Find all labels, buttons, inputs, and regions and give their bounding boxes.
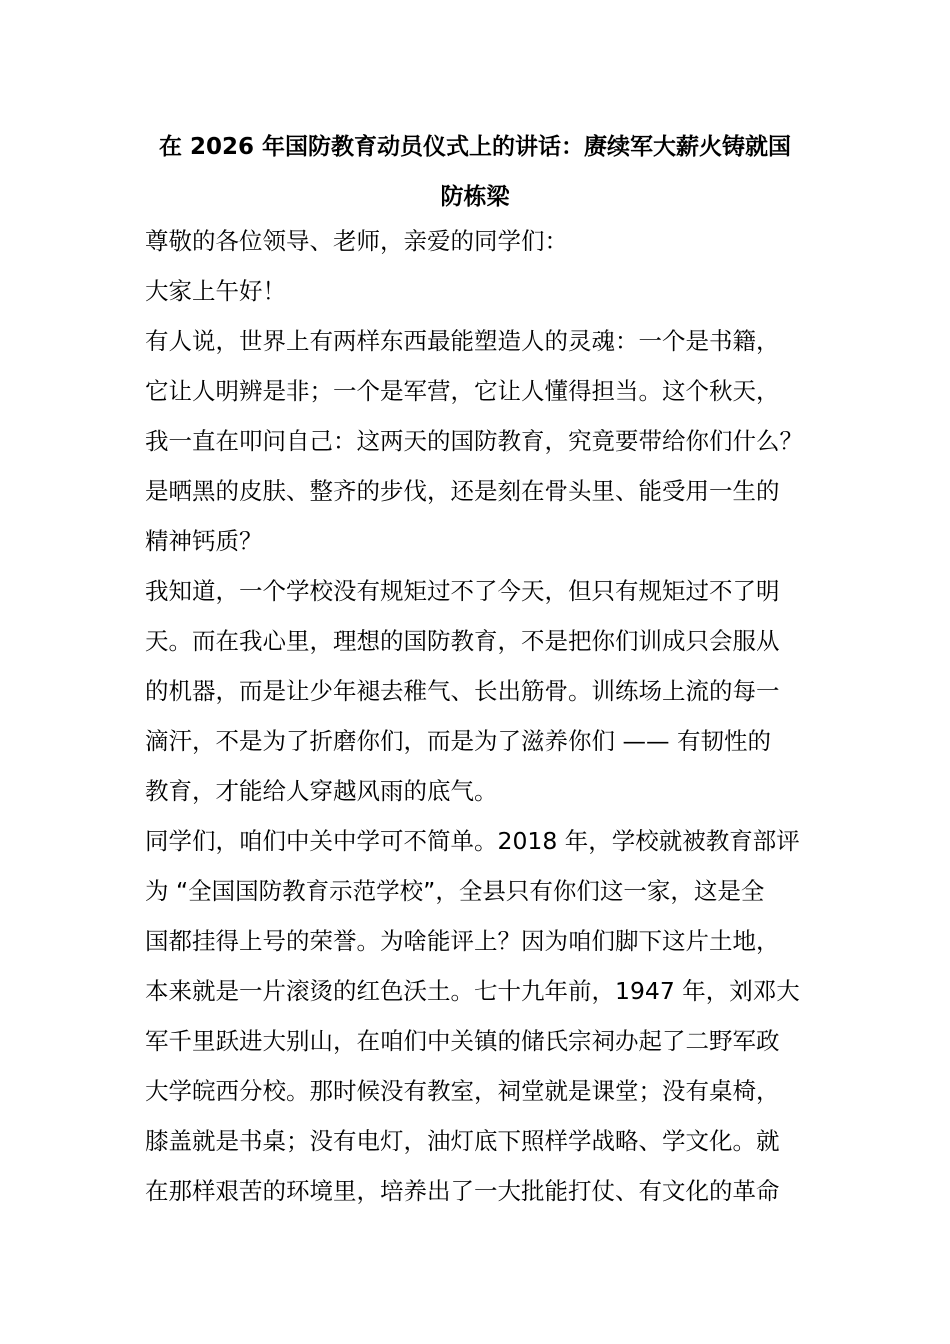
body-line: 大家上午好！ <box>145 277 286 305</box>
body-line: 的机器，而是让少年褪去稚气、长出筋骨。训练场上流的每一 <box>145 677 780 705</box>
body-line: 精神钙质？ <box>145 527 263 555</box>
body-line: 教育，才能给人穿越风雨的底气。 <box>145 777 498 805</box>
body-line: 它让人明辨是非；一个是军营，它让人懂得担当。这个秋天， <box>145 377 780 405</box>
body-line: 本来就是一片滚烫的红色沃土。七十九年前，1947 年，刘邓大 <box>145 977 800 1005</box>
body-line: 天。而在我心里，理想的国防教育，不是把你们训成只会服从 <box>145 627 780 655</box>
title-line-1: 在 2026 年国防教育动员仪式上的讲话：赓续军大薪火铸就国 <box>158 134 792 160</box>
body-line: 尊敬的各位领导、老师，亲爱的同学们： <box>145 227 568 255</box>
body-line: 滴汗，不是为了折磨你们，而是为了滋养你们 —— 有韧性的 <box>145 727 771 755</box>
body-line: 同学们，咱们中关中学可不简单。2018 年，学校就被教育部评 <box>145 827 800 855</box>
speech-body <box>145 216 810 1216</box>
body-line: 在那样艰苦的环境里，培养出了一大批能打仗、有文化的革命 <box>145 1177 780 1205</box>
body-line: 为 “全国国防教育示范学校”，全县只有你们这一家，这是全 <box>145 877 765 905</box>
body-line: 我一直在叩问自己：这两天的国防教育，究竟要带给你们什么？ <box>145 427 803 455</box>
page-title <box>145 122 805 222</box>
body-line: 国都挂得上号的荣誉。为啥能评上？因为咱们脚下这片土地， <box>145 927 780 955</box>
title-line-2: 防栋梁 <box>440 184 510 210</box>
body-line: 军千里跃进大别山，在咱们中关镇的储氏宗祠办起了二野军政 <box>145 1027 780 1055</box>
body-line: 是晒黑的皮肤、整齐的步伐，还是刻在骨头里、能受用一生的 <box>145 477 780 505</box>
body-line: 大学皖西分校。那时候没有教室，祠堂就是课堂；没有桌椅， <box>145 1077 780 1105</box>
body-line: 我知道，一个学校没有规矩过不了今天，但只有规矩过不了明 <box>145 577 780 605</box>
body-line: 有人说，世界上有两样东西最能塑造人的灵魂：一个是书籍， <box>145 327 780 355</box>
body-line: 膝盖就是书桌；没有电灯，油灯底下照样学战略、学文化。就 <box>145 1127 780 1155</box>
